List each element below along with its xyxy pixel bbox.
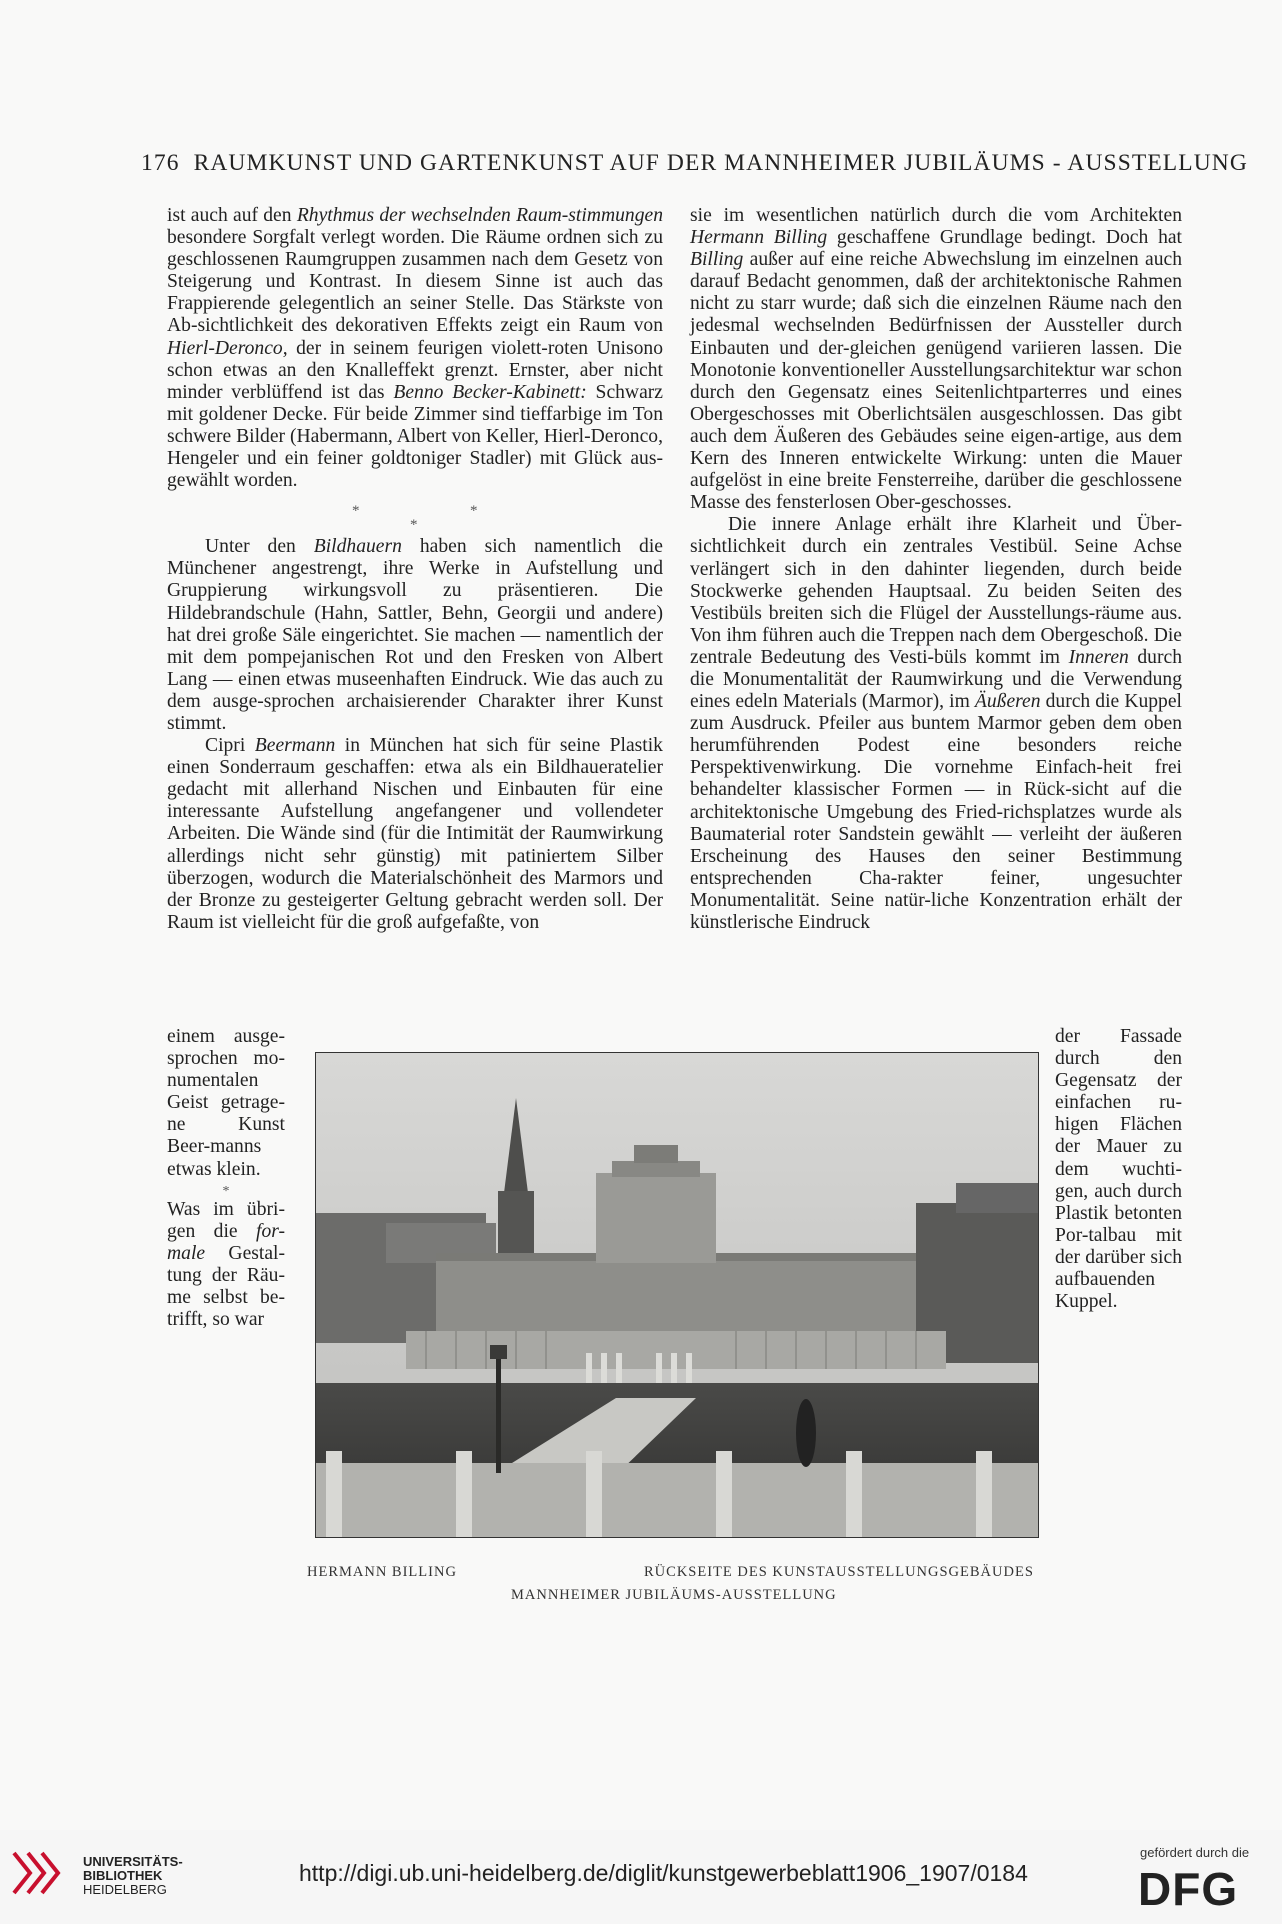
text-run: in München hat sich für seine Plastik einen Sonderraum geschaffen: etwa als ein Bildhaueratelier gedacht mit allerhand Nischen und Einbauten für eine interessante Aufstellung angefangener und vollendeter Arbeiten. Die Wände sind (für die Intimität der Raumwirkung allerdings nicht sehr günstig) mit patiniertem Silber überzogen, wodurch die Materialschönheit des Marmors und der Bronze zu gesteigerter Geltung gebracht werden soll. Der Raum ist vielleicht für die groß aufgefaßte, von <box>167 735 663 933</box>
running-title: RAUMKUNST UND GARTENKUNST AUF DER MANNHEIMER JUBILÄUMS - AUSSTELLUNG <box>193 150 1248 176</box>
library-line: HEIDELBERG <box>83 1882 167 1897</box>
funding-label: gefördert durch die <box>1140 1845 1250 1860</box>
text-run: Unter den <box>205 536 314 558</box>
emphasis: Rhythmus der wechselnden Raum-stimmungen <box>296 205 663 226</box>
emphasis: Bildhauern <box>313 536 402 558</box>
emphasis: Äußeren <box>974 691 1041 713</box>
asterisk: * <box>352 503 360 520</box>
photo-illustration <box>316 1053 1038 1537</box>
left-column <box>167 205 663 934</box>
emphasis: Beermann <box>254 735 336 757</box>
text-run: geschaffene Grundlage bedingt. Doch hat <box>827 227 1183 249</box>
paragraph: einem ausge-sprochen mo-numentalen Geist getrage-ne Kunst Beer-manns etwas klein. <box>167 1026 285 1180</box>
right-wrap-text <box>1055 1026 1182 1313</box>
library-line: UNIVERSITÄTS- <box>83 1854 183 1869</box>
university-library-logo <box>8 1845 88 1905</box>
emphasis: Billing <box>690 249 744 271</box>
text-run: besondere Sorgfalt verlegt worden. Die Räume ordnen sich zu geschlossenen Raumgruppen zusammen nach dem Gesetz von Steigerung und Kontrast. In diesem Sinne ist auch das Frappierende gelegentlich an seiner Stelle. Das Stärkste von Ab-sichtlichkeit des dekorativen Effekts zeigt ein Raum von <box>167 227 663 337</box>
right-column <box>690 205 1182 934</box>
dfg-logo: DFG <box>1138 1863 1239 1915</box>
page-number: 176 <box>141 150 180 176</box>
paragraph <box>167 735 663 934</box>
caption-architect: HERMANN BILLING <box>307 1564 457 1580</box>
text-run: haben sich namentlich die Münchener angestrengt, ihre Werke in Aufstellung und Gruppierung wirkungsvoll zu präsentieren. Die Hildebrandschule (Hahn, Sattler, Behn, Georgii und andere) hat drei große Säle eingerichtet. Sie machen — namentlich der mit dem pompejanischen Rot und den Fresken von Albert Lang — einen etwas museenhaften Eindruck. Wie das auch zu dem ausge-sprochen archaisierender Charakter ihrer Kunst stimmt. <box>167 536 663 734</box>
running-header <box>141 150 1248 177</box>
text-run: ist auch auf den <box>167 205 297 226</box>
emphasis: Inneren <box>1068 646 1129 668</box>
text-run: Cipri <box>205 735 255 757</box>
text-run: der in seinem feurigen violett-roten Unisono schon etwas an den Knalleffekt grenzt. Ernster, aber nicht minder verblüffend ist das <box>167 337 663 403</box>
emphasis: for-male <box>167 1220 285 1264</box>
paragraph: der Fassade durch den Gegensatz der einfachen ru-higen Flächen der Mauer zu dem wuchti-gen, auch durch Plastik betonten Por-talbau mit der darüber sich aufbauenden Kuppel. <box>1055 1026 1182 1313</box>
lamp-post <box>496 1353 501 1473</box>
text-run: Die innere Anlage erhält ihre Klarheit und Über-sichtlichkeit durch ein zentrales Vestibül. Seine Achse verlängert sich in den dahinter liegenden, durch beide Stockwerke gehenden Hauptsaal. Zu beiden Seiten des Vestibüls breiten sich die Flügel der Ausstellungs-räume aus. Von ihm führen auch die Treppen nach dem Obergeschoß. Die zentrale Bedeutung des Vesti-büls kommt im <box>690 514 1182 668</box>
permalink[interactable]: http://digi.ub.uni-heidelberg.de/diglit/kunstgewerbeblatt1906_1907/0184 <box>299 1860 1028 1886</box>
text-run: sie im wesentlichen natürlich durch die vom Architekten <box>690 205 1182 226</box>
library-name <box>83 1855 183 1897</box>
emphasis: Benno Becker-Kabinett: <box>393 381 587 403</box>
foreground-wall <box>316 1463 1038 1537</box>
text-run: durch die Monumentalität der Raumwirkung und die Verwendung eines edeln Materials (Marmor), im <box>690 646 1183 713</box>
paragraph <box>167 536 663 735</box>
asterisk: * <box>470 503 478 520</box>
asterisk: * <box>410 517 418 534</box>
library-line: BIBLIOTHEK <box>83 1868 163 1883</box>
text-run: durch die Kuppel zum Ausdruck. Pfeiler aus buntem Marmor geben dem oben herumführenden Podest eine besonders reiche Perspektivenwirkung. Die vornehme Einfach-heit frei behandelter klassischer Formen — in Rück-sicht auf die architektonische Umgebung des Fried-richsplatzes wurde als Baumaterial roter Sandstein gewählt — verleiht der äußeren Erscheinung des Hauses den seiner Bestimmung entsprechenden Cha-rakter feiner, ungesuchter Monumentalität. Seine natür-liche Konzentration erhält der künstlerische Eindruck <box>690 691 1182 933</box>
emphasis: Hierl-Deronco, <box>167 337 288 359</box>
emphasis: Hermann Billing <box>690 227 828 249</box>
section-break <box>167 492 663 536</box>
dome-tower <box>596 1173 716 1263</box>
text-run: Gestal-tung der Räu-me selbst be-trifft, so war <box>167 1242 285 1331</box>
text-run: außer auf eine reiche Abwechslung im einzelnen auch darauf Bedacht genommen, daß der architektonische Rahmen nicht zu starr wurde; daß sich die einzelnen Räume nach den jedesmal wechselnden Bedürfnissen der Aussteller durch Einbauten und der-gleichen genügend variieren lassen. Die Monotonie konventioneller Ausstellungsarchitektur war schon durch den Gegensatz eines Seitenlichtparterres und eines Obergeschosses mit Oberlichtsälen ausgeschlossen. Das gibt auch dem Äußeren des Gebäudes seine eigen-artige, aus dem Kern des Inneren entwickelte Wirkung: unten die Mauer aufgelöst in eine breite Fensterreihe, darüber die geschlossene Masse des fensterlosen Ober-geschosses. <box>690 249 1182 514</box>
paragraph <box>690 205 1182 514</box>
caption-subject: RÜCKSEITE DES KUNSTAUSSTELLUNGSGEBÄUDES <box>644 1564 1034 1580</box>
text-run: Schwarz mit goldener Decke. Für beide Zimmer sind tieffarbige im Ton schwere Bilder (Habermann, Albert von Keller, Hierl-Deronco, Hengeler und ein feiner goldtoniger Stadler) mit Glück aus-gewählt worden. <box>167 381 664 492</box>
left-wrap-text <box>167 1026 285 1331</box>
paragraph <box>167 205 663 492</box>
caption-exhibition: MANNHEIMER JUBILÄUMS-AUSSTELLUNG <box>511 1587 837 1603</box>
text-run: Was im übri-gen die <box>167 1198 285 1242</box>
paragraph <box>167 1199 285 1332</box>
cypress-tree <box>796 1399 816 1467</box>
paragraph <box>690 514 1182 934</box>
building-photograph <box>315 1052 1039 1538</box>
asterisk: * <box>222 1183 230 1199</box>
